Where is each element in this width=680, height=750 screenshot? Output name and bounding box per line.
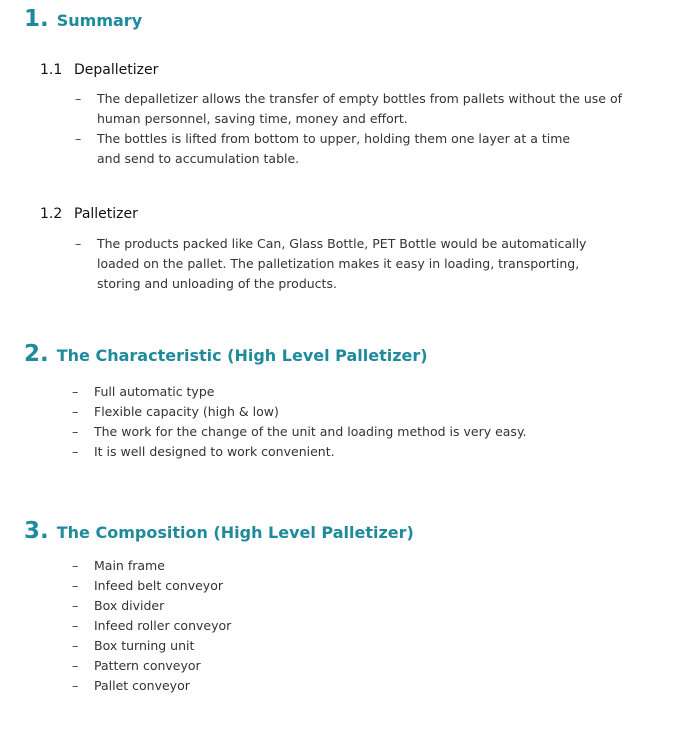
section-title: The Composition (High Level Palletizer) <box>56 523 414 542</box>
section-2-heading <box>24 341 428 367</box>
section-1-heading <box>24 6 142 32</box>
list-item: – Pattern conveyor <box>72 658 201 673</box>
section-number: 2. <box>24 341 49 367</box>
characteristic-bullets <box>72 382 654 462</box>
list-item: – The products packed like Can, Glass Bottle, PET Bottle would be automatically loaded on the pallet. The palletization makes it easy in loading, transporting, storing and unloading of the products. <box>75 236 587 291</box>
list-item: – Pallet conveyor <box>72 678 190 693</box>
section-number: 1. <box>24 6 49 32</box>
list-item: – Infeed roller conveyor <box>72 618 232 633</box>
list-item: – Infeed belt conveyor <box>72 578 223 593</box>
section-title: Summary <box>56 11 143 30</box>
section-3-heading <box>24 518 414 544</box>
subsection-title: Palletizer <box>74 206 138 222</box>
list-item: – Main frame <box>72 558 165 573</box>
list-item: – Box turning unit <box>72 638 195 653</box>
list-item: – Flexible capacity (high & low) <box>72 404 279 419</box>
list-item: – The work for the change of the unit and loading method is very easy. <box>72 424 527 439</box>
section-number: 3. <box>24 518 49 544</box>
depalletizer-bullets <box>75 89 662 169</box>
subsection-number: 1.2 <box>40 206 63 222</box>
list-item: – It is well designed to work convenient. <box>72 444 335 459</box>
composition-bullets <box>72 556 494 696</box>
subsection-1-1-heading <box>40 62 158 78</box>
list-item: – Full automatic type <box>72 384 215 399</box>
subsection-1-2-heading <box>40 206 138 222</box>
subsection-title: Depalletizer <box>74 62 159 78</box>
subsection-number: 1.1 <box>40 62 63 78</box>
list-item: – Box divider <box>72 598 165 613</box>
section-title: The Characteristic (High Level Palletizer) <box>56 346 428 365</box>
palletizer-bullets <box>75 234 622 294</box>
list-item: – The bottles is lifted from bottom to upper, holding them one layer at a time and send to accumulation table. <box>75 131 571 166</box>
list-item: – The depalletizer allows the transfer of empty bottles from pallets without the use of human personnel, saving time, money and effort. <box>75 91 623 126</box>
